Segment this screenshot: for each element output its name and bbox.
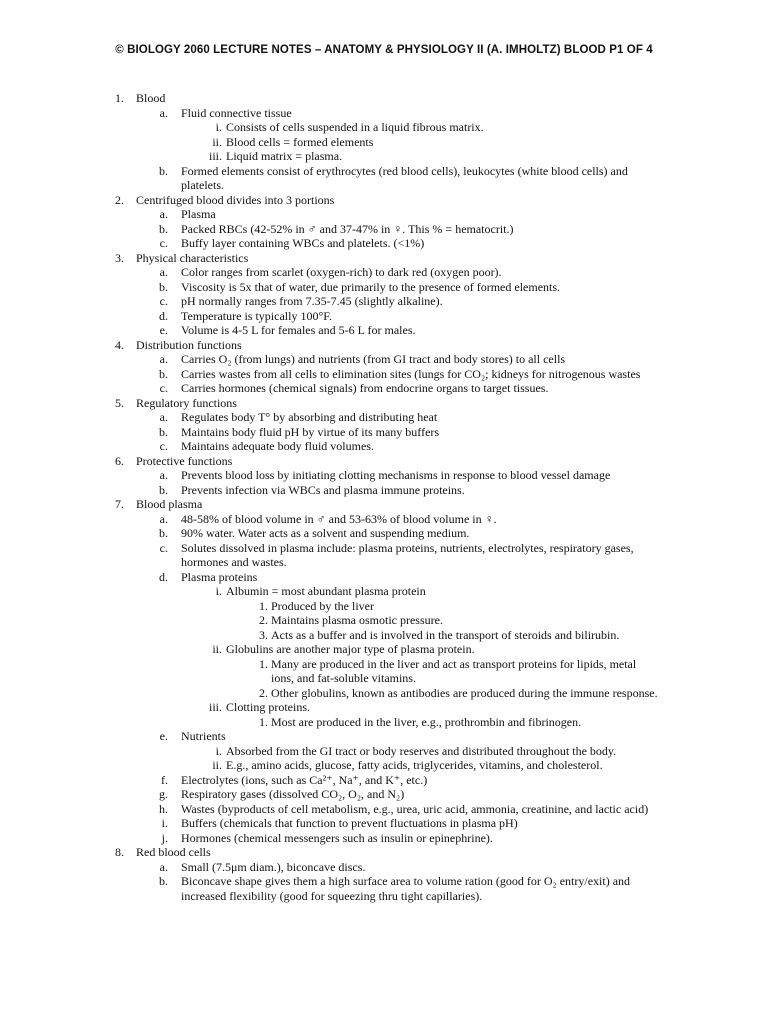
outline-marker: d.: [159, 308, 168, 323]
outline-marker: 2.: [259, 685, 268, 700]
outline-text: pH normally ranges from 7.35-7.45 (slightly alkaline).: [181, 294, 443, 308]
outline-marker: 6.: [115, 453, 124, 468]
outline-text: platelets.: [181, 178, 224, 192]
outline-text: Centrifuged blood divides into 3 portions: [136, 192, 335, 207]
outline-text: Hormones (chemical messengers such as insulin or epinephrine).: [181, 830, 493, 845]
outline-marker: 1.: [259, 598, 268, 613]
outline-text: Clotting proteins.: [226, 700, 310, 714]
outline-marker: j.: [161, 830, 168, 845]
outline-text: Viscosity is 5x that of water, due primarily to the presence of formed elements.: [181, 279, 561, 294]
outline-text: Wastes (byproducts of cell metabolism, e.g., urea, uric acid, ammonia, creatinine, and lactic acid): [181, 801, 649, 816]
outline-marker: c.: [159, 540, 168, 555]
outline-marker: i.: [215, 120, 222, 134]
outline-marker: 2.: [115, 192, 124, 207]
outline-marker: c.: [159, 236, 168, 250]
outline-text: Most are produced in the liver, e.g., prothrombin and fibrinogen.: [271, 714, 582, 729]
outline-text: Blood cells = formed elements: [226, 134, 374, 149]
outline-text: Produced by the liver: [271, 598, 374, 613]
outline-text: Liquid matrix = plasma.: [226, 149, 343, 163]
outline-marker: 2.: [259, 613, 268, 627]
outline-marker: 8.: [115, 845, 124, 859]
outline-text: Nutrients: [181, 729, 226, 743]
outline-text: Plasma: [181, 207, 216, 221]
outline-text: Albumin = most abundant plasma protein: [226, 584, 426, 598]
outline-marker: f.: [161, 772, 168, 787]
outline-marker: i.: [161, 816, 168, 830]
outline-marker: c.: [159, 439, 168, 453]
outline-text: Other globulins, known as antibodies are produced during the immune response.: [271, 685, 658, 700]
outline-marker: 1.: [259, 656, 268, 671]
outline-text: Consists of cells suspended in a liquid fibrous matrix.: [226, 120, 484, 134]
outline-text: increased flexibility (good for squeezing thru tight capillaries).: [181, 888, 483, 903]
outline-text: Volume is 4-5 L for females and 5-6 L for males.: [181, 323, 416, 337]
outline-text: Carries wastes from all cells to elimination sites (lungs for CO₂; kidneys for nitrogenous wastes: [181, 366, 641, 381]
outline-marker: 4.: [115, 337, 124, 352]
outline-text: Color ranges from scarlet (oxygen-rich) to dark red (oxygen poor).: [181, 265, 502, 279]
outline-marker: i.: [215, 584, 222, 598]
outline-text: E.g., amino acids, glucose, fatty acids, triglycerides, vitamins, and cholesterol.: [226, 758, 603, 772]
outline-text: Buffy layer containing WBCs and platelets. (<1%): [181, 236, 425, 250]
outline-marker: a.: [159, 207, 168, 221]
outline-text: Biconcave shape gives them a high surface area to volume ration (good for O₂ entry/exit) and: [181, 874, 631, 888]
outline-text: Blood plasma: [136, 497, 203, 511]
outline-text: ions, and fat-soluble vitamins.: [271, 671, 416, 685]
outline-text: Maintains body fluid pH by virtue of its many buffers: [181, 424, 440, 439]
outline-marker: ii.: [212, 758, 222, 772]
outline-text: Respiratory gases (dissolved CO₂, O₂, and N₂): [181, 787, 405, 801]
outline-text: Absorbed from the GI tract or body reserves and distributed throughout the body.: [226, 743, 617, 758]
outline-marker: 5.: [115, 395, 124, 410]
outline-marker: ii.: [212, 134, 222, 149]
outline-marker: a.: [159, 511, 168, 526]
outline-marker: a.: [159, 352, 168, 366]
outline-marker: b.: [159, 874, 168, 888]
outline-text: Regulates body T° by absorbing and distributing heat: [181, 410, 438, 424]
outline-marker: b.: [159, 163, 168, 178]
outline-text: Many are produced in the liver and act as transport proteins for lipids, metal: [271, 656, 637, 671]
outline-text: 48-58% of blood volume in ♂ and 53-63% of blood volume in ♀.: [181, 511, 497, 526]
outline-marker: e.: [159, 729, 168, 743]
outline-text: Temperature is typically 100°F.: [181, 308, 332, 323]
outline-marker: a.: [159, 410, 168, 424]
outline-text: Packed RBCs (42-52% in ♂ and 37-47% in ♀. This % = hematocrit.): [181, 221, 514, 236]
outline-marker: a.: [159, 105, 168, 120]
outline-text: Globulins are another major type of plasma protein.: [226, 642, 475, 656]
outline-marker: 1.: [115, 91, 124, 105]
outline-marker: g.: [159, 787, 168, 801]
outline-text: Solutes dissolved in plasma include: plasma proteins, nutrients, electrolytes, respiratory gases,: [181, 540, 634, 555]
outline-text: Prevents infection via WBCs and plasma immune proteins.: [181, 482, 465, 497]
outline-marker: a.: [159, 265, 168, 279]
outline-marker: b.: [159, 482, 168, 497]
outline-marker: iii.: [208, 700, 222, 714]
outline-marker: ii.: [212, 642, 222, 656]
outline-text: Protective functions: [136, 453, 233, 468]
outline-marker: 7.: [115, 497, 124, 511]
outline-text: Prevents blood loss by initiating clotting mechanisms in response to blood vessel damage: [181, 468, 611, 482]
outline-marker: h.: [159, 801, 168, 816]
outline-text: Physical characteristics: [136, 250, 249, 265]
outline-marker: a.: [159, 468, 168, 482]
outline-text: hormones and wastes.: [181, 555, 287, 569]
outline-marker: b.: [159, 424, 168, 439]
outline-marker: d.: [159, 569, 168, 584]
outline-marker: b.: [159, 366, 168, 381]
outline-text: Maintains plasma osmotic pressure.: [271, 613, 443, 627]
outline-marker: c.: [159, 381, 168, 395]
outline-marker: b.: [159, 279, 168, 294]
outline-text: Blood: [136, 91, 166, 105]
outline-text: Red blood cells: [136, 845, 211, 859]
outline-text: Fluid connective tissue: [181, 105, 292, 120]
outline-marker: b.: [159, 526, 168, 540]
outline-marker: b.: [159, 221, 168, 236]
outline-text: Buffers (chemicals that function to prevent fluctuations in plasma pH): [181, 816, 518, 830]
outline-text: Plasma proteins: [181, 569, 258, 584]
outline-marker: 1.: [259, 714, 268, 729]
outline-text: Small (7.5μm diam.), biconcave discs.: [181, 859, 366, 874]
outline-text: Carries O₂ (from lungs) and nutrients (from GI tract and body stores) to all cells: [181, 352, 566, 366]
outline-text: Maintains adequate body fluid volumes.: [181, 439, 374, 453]
outline-text: 90% water. Water acts as a solvent and suspending medium.: [181, 526, 470, 540]
outline-marker: i.: [215, 743, 222, 758]
outline-text: Formed elements consist of erythrocytes (red blood cells), leukocytes (white blood cells) and: [181, 163, 628, 178]
outline-marker: 3.: [115, 250, 124, 265]
outline-marker: 3.: [259, 627, 268, 642]
outline-text: Regulatory functions: [136, 395, 237, 410]
outline-text: Electrolytes (ions, such as Ca²⁺, Na⁺, and K⁺, etc.): [181, 772, 428, 787]
outline-text: Acts as a buffer and is involved in the transport of steroids and bilirubin.: [271, 627, 620, 642]
page-header: © BIOLOGY 2060 LECTURE NOTES – ANATOMY & PHYSIOLOGY II (A. IMHOLTZ) BLOOD P1 OF 4: [115, 44, 653, 56]
outline-marker: iii.: [208, 149, 222, 163]
outline-text: Carries hormones (chemical signals) from endocrine organs to target tissues.: [181, 381, 549, 395]
outline-marker: e.: [159, 323, 168, 337]
outline-text: Distribution functions: [136, 337, 242, 352]
outline-marker: c.: [159, 294, 168, 308]
outline-marker: a.: [159, 859, 168, 874]
